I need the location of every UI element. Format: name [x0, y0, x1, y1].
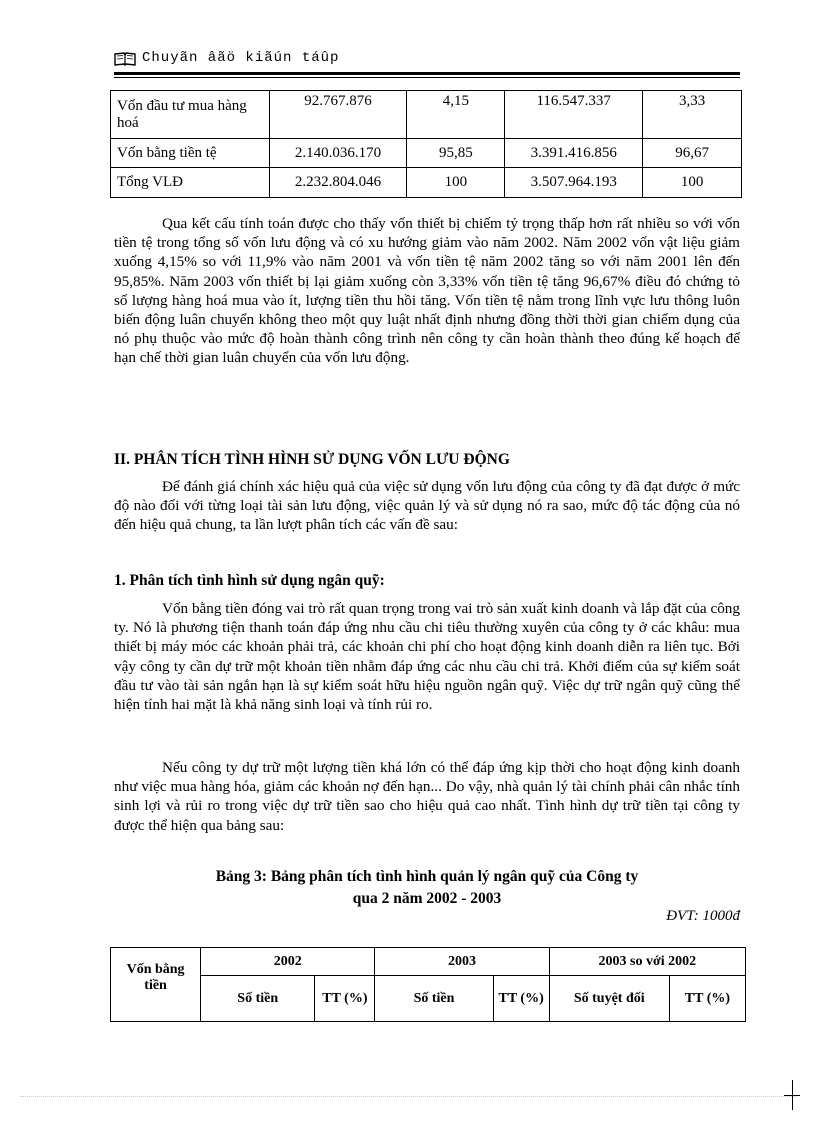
- table-header-row: [111, 948, 746, 976]
- col-header-amount-2003: Số tiền: [375, 976, 493, 1022]
- row-label: Vốn bằng tiền tệ: [111, 139, 270, 168]
- table-row: [111, 139, 742, 168]
- open-book-icon: [114, 52, 136, 66]
- col-header-ratio-2002: TT (%): [315, 976, 375, 1022]
- col-header-compare: 2003 so với 2002: [549, 948, 745, 976]
- table-row: [111, 168, 742, 198]
- value-2003: 3.507.964.193: [505, 168, 643, 198]
- section-heading-ii: II. PHÂN TÍCH TÌNH HÌNH SỬ DỤNG VỐN LƯU ĐỘNG: [114, 451, 510, 468]
- capital-structure-table: [110, 90, 742, 198]
- ratio-2002: 100: [407, 168, 505, 198]
- unit-label: ĐVT: 1000đ: [666, 908, 740, 924]
- paragraph-intro: Để đánh giá chính xác hiệu quả của việc sử dụng vốn lưu động của công ty đã đạt được ở mức độ nào đối với từng loại tài sản lưu động, việc quản lý và sử dụng nó ra sao, mức độ tác động của nó đến hiệu quả chung, ta lần lượt phân tích các vấn đề sau:: [114, 478, 740, 534]
- col-header-label: Vốn bằng tiền: [111, 948, 201, 1022]
- row-label: Tổng VLĐ: [111, 168, 270, 198]
- value-2003: 116.547.337: [505, 91, 643, 139]
- footer-divider: [20, 1096, 796, 1097]
- table-caption-line2: qua 2 năm 2002 - 2003: [352, 890, 502, 907]
- ratio-2002: 95,85: [407, 139, 505, 168]
- value-2002: 92.767.876: [269, 91, 407, 139]
- col-header-2002: 2002: [201, 948, 375, 976]
- table-row: [111, 91, 742, 139]
- ratio-2003: 3,33: [643, 91, 742, 139]
- header-rule-thick: [114, 72, 740, 75]
- header-rule-thin: [114, 77, 740, 78]
- table-caption-line1: Bảng 3: Bảng phân tích tình hình quản lý ngân quỹ của Công ty: [215, 868, 639, 885]
- header-title: Chuyãn âãö kiãún táûp: [142, 50, 340, 66]
- ratio-2002: 4,15: [407, 91, 505, 139]
- col-header-2003: 2003: [375, 948, 549, 976]
- col-header-amount-2002: Số tiền: [201, 976, 315, 1022]
- cash-management-table: [110, 947, 746, 1022]
- row-label: Vốn đầu tư mua hàng hoá: [111, 91, 270, 139]
- value-2002: 2.232.804.046: [269, 168, 407, 198]
- col-header-ratio-2003: TT (%): [493, 976, 549, 1022]
- paragraph-cash-reserve: Nếu công ty dự trữ một lượng tiền khá lớn có thể đáp ứng kịp thời cho hoạt động kinh doanh như việc mua hàng hóa, giảm các khoản nợ đến hạn... Do vậy, nhà quản lý tài chính phải cân nhắc tính sinh lợi và rủi ro trong việc dự trữ tiền sao cho hiệu quả cao nhất. Tình hình dự trữ tiền tại công ty được thể hiện qua bảng sau:: [114, 759, 740, 834]
- ratio-2003: 100: [643, 168, 742, 198]
- col-header-absolute: Số tuyệt đối: [549, 976, 669, 1022]
- table-header-row: [111, 976, 746, 1022]
- ratio-2003: 96,67: [643, 139, 742, 168]
- page-header: [114, 48, 740, 72]
- paragraph-cash-role: Vốn bằng tiền đóng vai trò rất quan trọng trong vai trò sản xuất kinh doanh và lắp đặt của công ty. Nó là phương tiện thanh toán đáp ứng nhu cầu chi tiêu thường xuyên của công ty ở các khâu: mua thiết bị máy móc các khoản phải trả, các khoản chi phí cho hoạt động kinh doanh diễn ra liên tục. Bởi vậy công ty cần dự trữ một khoản tiền nhằm đáp ứng các nhu cầu chi trả. Khởi điểm của sự kiểm soát đầu tư vào tài sản ngắn hạn là sự kiểm soát hữu hiệu nguồn ngân quỹ. Việc dự trữ ngân quỹ cũng thể hiện tính hai mặt là khả năng sinh loại và tính rủi ro.: [114, 600, 740, 714]
- value-2002: 2.140.036.170: [269, 139, 407, 168]
- subsection-heading-1: 1. Phân tích tình hình sử dụng ngân quỹ:: [114, 572, 385, 589]
- col-header-ratio-change: TT (%): [669, 976, 745, 1022]
- crop-mark: [784, 1095, 800, 1096]
- value-2003: 3.391.416.856: [505, 139, 643, 168]
- paragraph-analysis: Qua kết cấu tính toán được cho thấy vốn thiết bị chiếm tỷ trọng thấp hơn rất nhiều so với vốn tiền tệ trong tổng số vốn lưu động và có xu hướng giảm vào năm 2002. Năm 2002 vốn vật liệu giảm xuống 4,15% so với 11,9% vào năm 2001 và vốn tiền tệ năm 2002 tăng so với năm 2001 lên đến 95,85%. Năm 2003 vốn thiết bị lại giảm xuống còn 3,33% vốn tiền tệ tăng 96,67% điều đó chứng tỏ số lượng hàng hoá mua vào ít, lượng tiền thu hồi tăng. Vốn tiền tệ nằm trong lĩnh vực lưu thông luôn biến động luân chuyển không theo một quy luật nhất định nhưng đồng thời thời gian chiếm dụng của nó phụ thuộc vào mức độ hoàn thành công trình nên công ty cần hoàn thành theo đúng kế hoạch để hạn chế thời gian luân chuyển của vốn lưu động.: [114, 215, 740, 367]
